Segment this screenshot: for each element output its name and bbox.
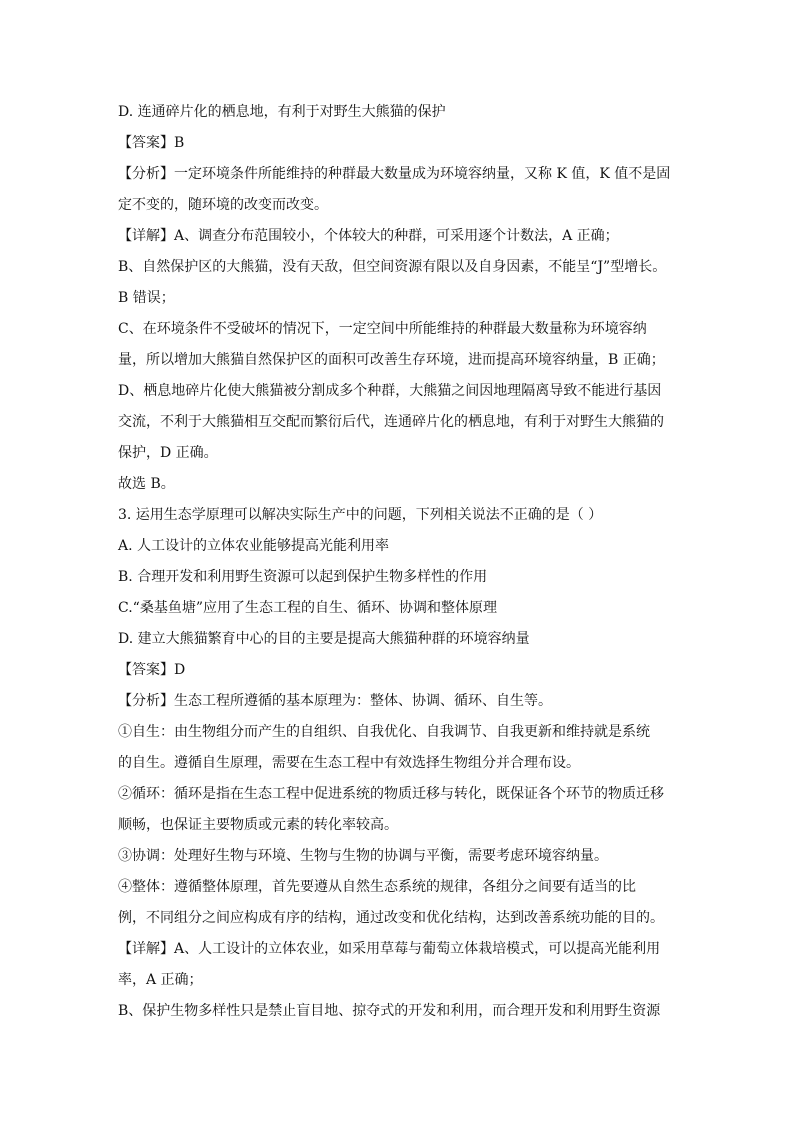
text-line: 的自生。遵循自生原理，需要在生态工程中有效选择生物组分并合理布设。	[118, 755, 580, 771]
text-line: D. 连通碎片化的栖息地，有利于对野生大熊猫的保护	[118, 104, 446, 120]
answer-label: 【答案】B	[118, 135, 185, 151]
analysis-line: 【分析】生态工程所遵循的基本原理为：整体、协调、循环、自生等。	[118, 693, 552, 709]
analysis-line: 【分析】一定环境条件所能维持的种群最大数量成为环境容纳量，又称 K 值，K 值不是固	[118, 166, 671, 182]
text-line: ②循环：循环是指在生态工程中促进系统的物质迁移与转化，既保证各个环节的物质迁移	[118, 786, 664, 802]
explanation-line: 【详解】A、人工设计的立体农业，如采用草莓与葡萄立体栽培模式，可以提高光能利用	[118, 941, 661, 957]
option-c: C.“桑基鱼塘”应用了生态工程的自生、循环、协调和整体原理	[118, 600, 497, 616]
text-line: 量，所以增加大熊猫自然保护区的面积可改善生存环境，进而提高环境容纳量，B 正确；	[118, 352, 665, 368]
explanation-line: 【详解】A、调查分布范围较小，个体较大的种群，可采用逐个计数法，A 正确；	[118, 228, 619, 244]
text-line: ③协调：处理好生物与环境、生物与生物的协调与平衡，需要考虑环境容纳量。	[118, 848, 608, 864]
text-line: D、栖息地碎片化使大熊猫被分割成多个种群，大熊猫之间因地理隔离导致不能进行基因	[118, 383, 662, 399]
text-line: 率，A 正确；	[118, 972, 203, 988]
option-d: D. 建立大熊猫繁育中心的目的主要是提高大熊猫种群的环境容纳量	[118, 631, 530, 647]
text-line: ④整体：遵循整体原理，首先要遵从自然生态系统的规律，各组分之间要有适当的比	[118, 879, 636, 895]
text-line: B 错误；	[118, 290, 175, 306]
text-line: 定不变的，随环境的改变而改变。	[118, 197, 328, 213]
text-line: 例，不同组分之间应构成有序的结构，通过改变和优化结构，达到改善系统功能的目的。	[118, 910, 664, 926]
text-line: C、在环境条件不受破坏的情况下，一定空间中所能维持的种群最大数量称为环境容纳	[118, 321, 647, 337]
text-line: ①自生：由生物组分而产生的自组织、自我优化、自我调节、自我更新和维持就是系统	[118, 724, 650, 740]
conclusion-line: 故选 B。	[118, 476, 175, 492]
text-line: B、保护生物多样性只是禁止盲目地、掠夺式的开发和利用，而合理开发和利用野生资源	[118, 1003, 661, 1019]
text-line: 保护，D 正确。	[118, 445, 218, 461]
question-stem: 3. 运用生态学原理可以解决实际生产中的问题，下列相关说法不正确的是（ ）	[118, 507, 603, 523]
answer-label: 【答案】D	[118, 662, 186, 678]
option-a: A. 人工设计的立体农业能够提高光能利用率	[118, 538, 390, 554]
text-line: 顺畅，也保证主要物质或元素的转化率较高。	[118, 817, 398, 833]
option-b: B. 合理开发和利用野生资源可以起到保护生物多样性的作用	[118, 569, 488, 585]
text-line: 交流，不利于大熊猫相互交配而繁衍后代，连通碎片化的栖息地，有利于对野生大熊猫的	[118, 414, 664, 430]
text-line: B、自然保护区的大熊猫，没有天敌，但空间资源有限以及自身因素，不能呈“J”型增长。	[118, 259, 667, 275]
